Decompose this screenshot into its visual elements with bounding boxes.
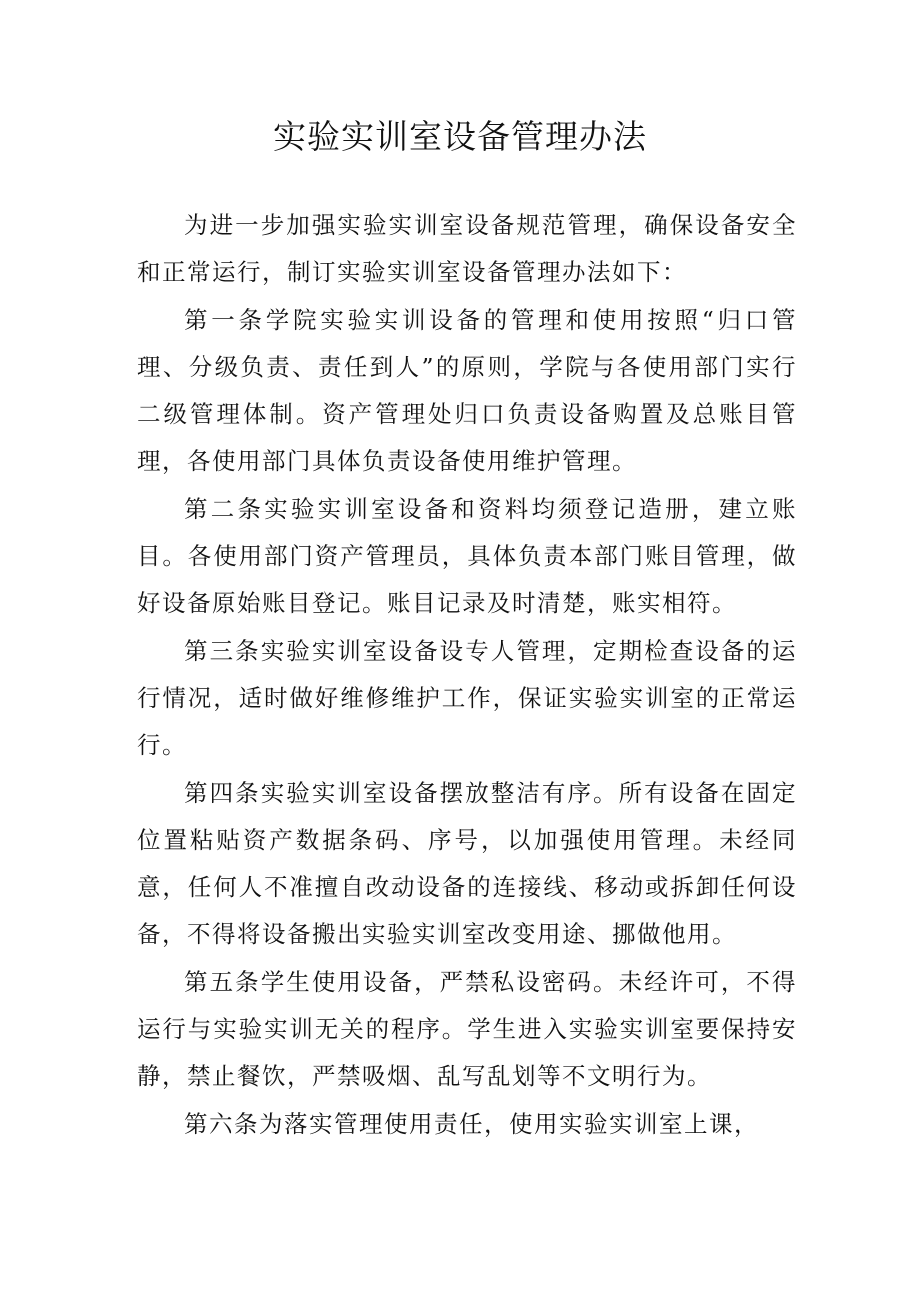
paragraph-article-3: 第三条实验实训室设备设专人管理，定期检查设备的运行情况，适时做好维修维护工作，保证实验实训室的正常运行。 (137, 636, 797, 760)
paragraph-intro: 为进一步加强实验实训室设备规范管理，确保设备安全和正常运行，制订实验实训室设备管理办法如下： (137, 211, 797, 287)
paragraph-article-1: 第一条学院实验实训设备的管理和使用按照“归口管理、分级负责、责任到人”的原则，学院与各使用部门实行二级管理体制。资产管理处归口负责设备购置及总账目管理，各使用部门具体负责设备使用维护管理。 (137, 305, 797, 476)
document-body (137, 202, 797, 1148)
paragraph-article-2: 第二条实验实训室设备和资料均须登记造册，建立账目。各使用部门资产管理员，具体负责本部门账目管理，做好设备原始账目登记。账目记录及时清楚，账实相符。 (137, 494, 797, 618)
paragraph-article-4: 第四条实验实训室设备摆放整洁有序。所有设备在固定位置粘贴资产数据条码、序号，以加强使用管理。未经同意，任何人不准擅自改动设备的连接线、移动或拆卸任何设备，不得将设备搬出实验实训室改变用途、挪做他用。 (137, 778, 797, 949)
paragraph-article-5: 第五条学生使用设备，严禁私设密码。未经许可，不得运行与实验实训无关的程序。学生进入实验实训室要保持安静，禁止餐饮，严禁吸烟、乱写乱划等不文明行为。 (137, 967, 797, 1091)
document-title: 实验实训室设备管理办法 (273, 117, 647, 156)
paragraph-article-6: 第六条为落实管理使用责任，使用实验实训室上课， (184, 1109, 759, 1138)
